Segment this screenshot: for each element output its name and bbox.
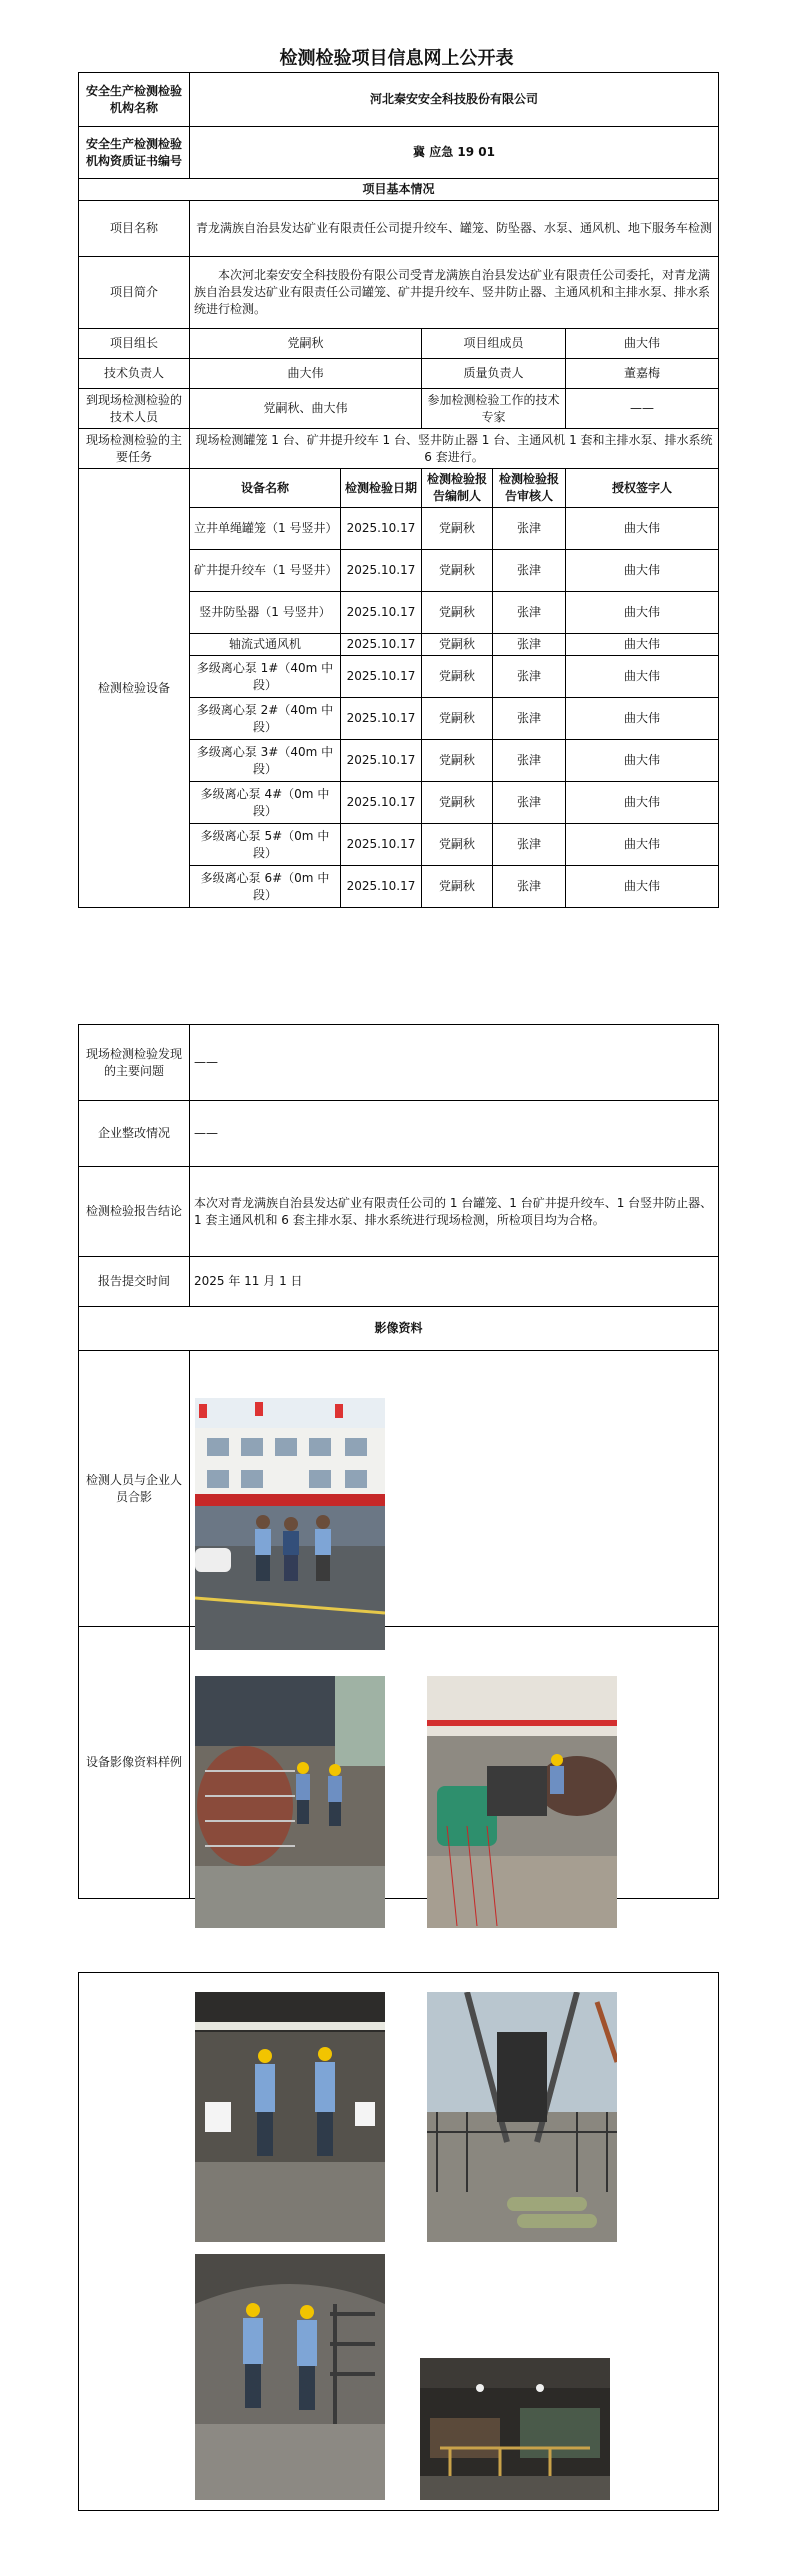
eq-author: 党嗣秋 bbox=[422, 866, 493, 908]
eq-name: 矿井提升绞车（1 号竖井） bbox=[190, 550, 341, 592]
rectify-value: —— bbox=[190, 1101, 719, 1167]
eq-author: 党嗣秋 bbox=[422, 740, 493, 782]
quality-label: 质量负责人 bbox=[422, 359, 566, 389]
quality-value: 董嘉梅 bbox=[566, 359, 719, 389]
eq-author: 党嗣秋 bbox=[422, 782, 493, 824]
eq-author: 党嗣秋 bbox=[422, 508, 493, 550]
equipment-section-label: 检测检验设备 bbox=[79, 469, 190, 908]
onsite-value: 党嗣秋、曲大伟 bbox=[190, 389, 422, 429]
eq-signer: 曲大伟 bbox=[566, 550, 719, 592]
pump-room-photo bbox=[195, 1992, 385, 2242]
eq-header-reviewer: 检测检验报告审核人 bbox=[493, 469, 566, 508]
intro-label: 项目简介 bbox=[79, 257, 190, 329]
eq-signer: 曲大伟 bbox=[566, 824, 719, 866]
eq-author: 党嗣秋 bbox=[422, 698, 493, 740]
task-value: 现场检测罐笼 1 台、矿井提升绞车 1 台、竖井防止器 1 台、主通风机 1 套和主排水泵、排水系统 6 套进行。 bbox=[190, 429, 719, 469]
conclusion-value: 本次对青龙满族自治县发达矿业有限责任公司的 1 台罐笼、1 台矿井提升绞车、1 台竖井防止器、1 套主通风机和 6 套主排水泵、排水系统进行现场检测，所检项目均为合格。 bbox=[190, 1167, 719, 1257]
group-photo bbox=[195, 1398, 385, 1650]
group-photo-label: 检测人员与企业人员合影 bbox=[79, 1351, 190, 1627]
eq-signer: 曲大伟 bbox=[566, 656, 719, 698]
member-value: 曲大伟 bbox=[566, 329, 719, 359]
issues-value: —— bbox=[190, 1025, 719, 1101]
eq-reviewer: 张津 bbox=[493, 550, 566, 592]
eq-reviewer: 张津 bbox=[493, 698, 566, 740]
eq-reviewer: 张津 bbox=[493, 634, 566, 656]
eq-date: 2025.10.17 bbox=[341, 782, 422, 824]
leader-label: 项目组长 bbox=[79, 329, 190, 359]
intro-value: 本次河北秦安安全科技股份有限公司受青龙满族自治县发达矿业有限责任公司委托，对青龙满族自治县发达矿业有限责任公司罐笼、矿井提升绞车、竖井防止器、主通风机和主排水泵、排水系统进行检测。 bbox=[190, 257, 719, 329]
report-date-label: 报告提交时间 bbox=[79, 1257, 190, 1307]
page-title: 检测检验项目信息网上公开表 bbox=[279, 48, 514, 69]
member-label: 项目组成员 bbox=[422, 329, 566, 359]
eq-name: 多级离心泵 1#（40m 中段） bbox=[190, 656, 341, 698]
tech-value: 曲大伟 bbox=[190, 359, 422, 389]
pump-station-photo bbox=[420, 2358, 610, 2500]
report-date-value: 2025 年 11 月 1 日 bbox=[190, 1257, 719, 1307]
tech-label: 技术负责人 bbox=[79, 359, 190, 389]
eq-reviewer: 张津 bbox=[493, 656, 566, 698]
basic-section-title: 项目基本情况 bbox=[79, 179, 719, 201]
eq-name: 竖井防坠器（1 号竖井） bbox=[190, 592, 341, 634]
leader-value: 党嗣秋 bbox=[190, 329, 422, 359]
expert-value: —— bbox=[566, 389, 719, 429]
eq-reviewer: 张津 bbox=[493, 782, 566, 824]
eq-reviewer: 张津 bbox=[493, 508, 566, 550]
eq-reviewer: 张津 bbox=[493, 592, 566, 634]
eq-author: 党嗣秋 bbox=[422, 824, 493, 866]
cert-value: 冀 应急 19 01 bbox=[190, 127, 719, 179]
conclusion-label: 检测检验报告结论 bbox=[79, 1167, 190, 1257]
onsite-label: 到现场检测检验的技术人员 bbox=[79, 389, 190, 429]
eq-date: 2025.10.17 bbox=[341, 656, 422, 698]
eq-signer: 曲大伟 bbox=[566, 508, 719, 550]
eq-header-author: 检测检验报告编制人 bbox=[422, 469, 493, 508]
eq-author: 党嗣秋 bbox=[422, 592, 493, 634]
cert-label: 安全生产检测检验机构资质证书编号 bbox=[79, 127, 190, 179]
issues-label: 现场检测检验发现的主要问题 bbox=[79, 1025, 190, 1101]
eq-date: 2025.10.17 bbox=[341, 824, 422, 866]
task-label: 现场检测检验的主要任务 bbox=[79, 429, 190, 469]
eq-date: 2025.10.17 bbox=[341, 592, 422, 634]
results-table bbox=[78, 1024, 719, 1899]
eq-name: 多级离心泵 3#（40m 中段） bbox=[190, 740, 341, 782]
project-name-value: 青龙满族自治县发达矿业有限责任公司提升绞车、罐笼、防坠器、水泵、通风机、地下服务车检测 bbox=[190, 201, 719, 257]
expert-label: 参加检测检验工作的技术专家 bbox=[422, 389, 566, 429]
eq-name: 多级离心泵 4#（0m 中段） bbox=[190, 782, 341, 824]
info-table bbox=[78, 72, 719, 908]
eq-header-name: 设备名称 bbox=[190, 469, 341, 508]
eq-name: 多级离心泵 5#（0m 中段） bbox=[190, 824, 341, 866]
eq-signer: 曲大伟 bbox=[566, 592, 719, 634]
eq-header-signer: 授权签字人 bbox=[566, 469, 719, 508]
equipment-photo-hoist bbox=[195, 1676, 385, 1928]
eq-date: 2025.10.17 bbox=[341, 698, 422, 740]
project-name-label: 项目名称 bbox=[79, 201, 190, 257]
images-section-title: 影像资料 bbox=[79, 1307, 719, 1351]
eq-signer: 曲大伟 bbox=[566, 740, 719, 782]
eq-author: 党嗣秋 bbox=[422, 550, 493, 592]
eq-signer: 曲大伟 bbox=[566, 698, 719, 740]
eq-reviewer: 张津 bbox=[493, 824, 566, 866]
eq-date: 2025.10.17 bbox=[341, 634, 422, 656]
headframe-photo bbox=[427, 1992, 617, 2242]
eq-signer: 曲大伟 bbox=[566, 634, 719, 656]
eq-name: 轴流式通风机 bbox=[190, 634, 341, 656]
eq-date: 2025.10.17 bbox=[341, 866, 422, 908]
org-name-label: 安全生产检测检验机构名称 bbox=[79, 73, 190, 127]
eq-date: 2025.10.17 bbox=[341, 550, 422, 592]
eq-header-date: 检测检验日期 bbox=[341, 469, 422, 508]
photos-table bbox=[78, 1972, 719, 2511]
rectify-label: 企业整改情况 bbox=[79, 1101, 190, 1167]
org-name-value: 河北秦安安全科技股份有限公司 bbox=[190, 73, 719, 127]
eq-date: 2025.10.17 bbox=[341, 740, 422, 782]
eq-name: 立井单绳罐笼（1 号竖井） bbox=[190, 508, 341, 550]
eq-signer: 曲大伟 bbox=[566, 782, 719, 824]
eq-date: 2025.10.17 bbox=[341, 508, 422, 550]
eq-signer: 曲大伟 bbox=[566, 866, 719, 908]
eq-reviewer: 张津 bbox=[493, 740, 566, 782]
tunnel-photo bbox=[195, 2254, 385, 2500]
eq-author: 党嗣秋 bbox=[422, 656, 493, 698]
equipment-photo-label: 设备影像资料样例 bbox=[79, 1627, 190, 1899]
eq-name: 多级离心泵 6#（0m 中段） bbox=[190, 866, 341, 908]
equipment-photo-winch bbox=[427, 1676, 617, 1928]
eq-reviewer: 张津 bbox=[493, 866, 566, 908]
eq-name: 多级离心泵 2#（40m 中段） bbox=[190, 698, 341, 740]
eq-author: 党嗣秋 bbox=[422, 634, 493, 656]
